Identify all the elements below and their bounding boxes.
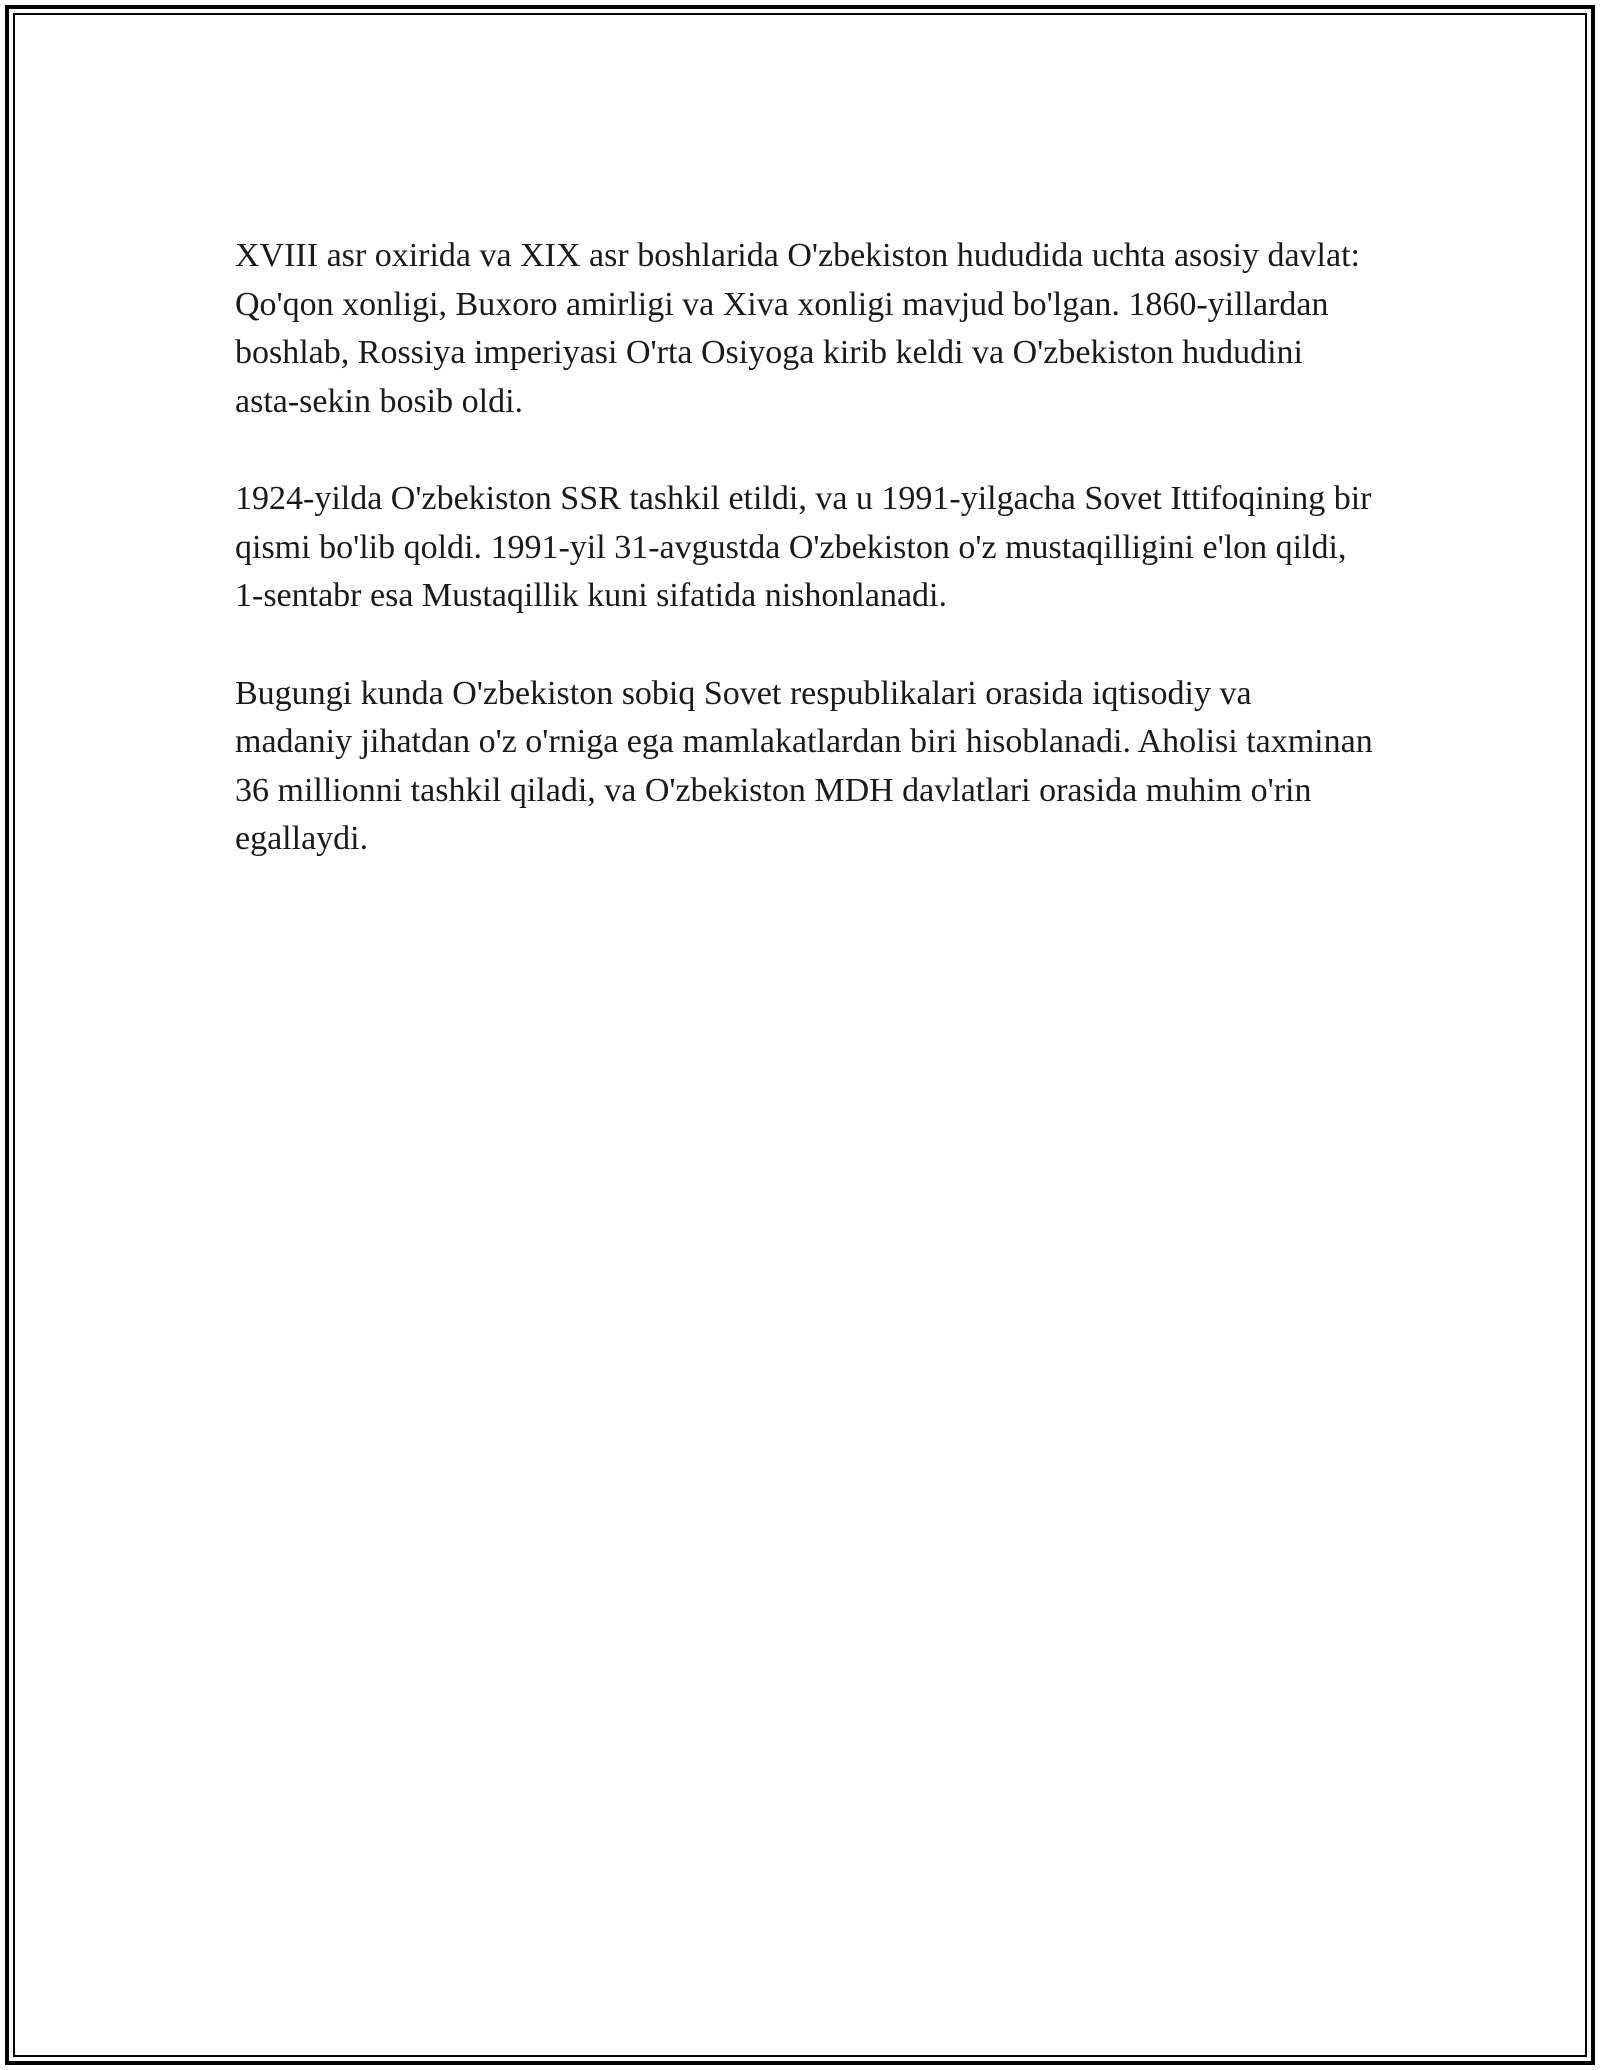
document-body (235, 232, 1375, 913)
paragraph-history-khanates: XVIII asr oxirida va XIX asr boshlarida O'zbekiston hududida uchta asosiy davlat: Qo'qon xonligi, Buxoro amirligi va Xiva xonligi mavjud bo'lgan. 1860-yillardan boshlab, Rossiya imperiyasi O'rta Osiyoga kirib keldi va O'zbekiston hududini asta-sekin bosib oldi. (235, 237, 1360, 420)
paragraph-soviet-independence: 1924-yilda O'zbekiston SSR tashkil etildi, va u 1991-yilgacha Sovet Ittifoqining bir qismi bo'lib qoldi. 1991-yil 31-avgustda O'zbekiston o'z mustaqilligini e'lon qildi, 1-sentabr esa Mustaqillik kuni sifatida nishonlanadi. (235, 480, 1372, 614)
paragraph-present-day: Bugungi kunda O'zbekiston sobiq Sovet respublikalari orasida iqtisodiy va madaniy jihatdan o'z o'rniga ega mamlakatlardan biri hisoblanadi. Aholisi taxminan 36 millionni tashkil qiladi, va O'zbekiston MDH davlatlari orasida muhim o'rin egallaydi. (235, 674, 1373, 857)
